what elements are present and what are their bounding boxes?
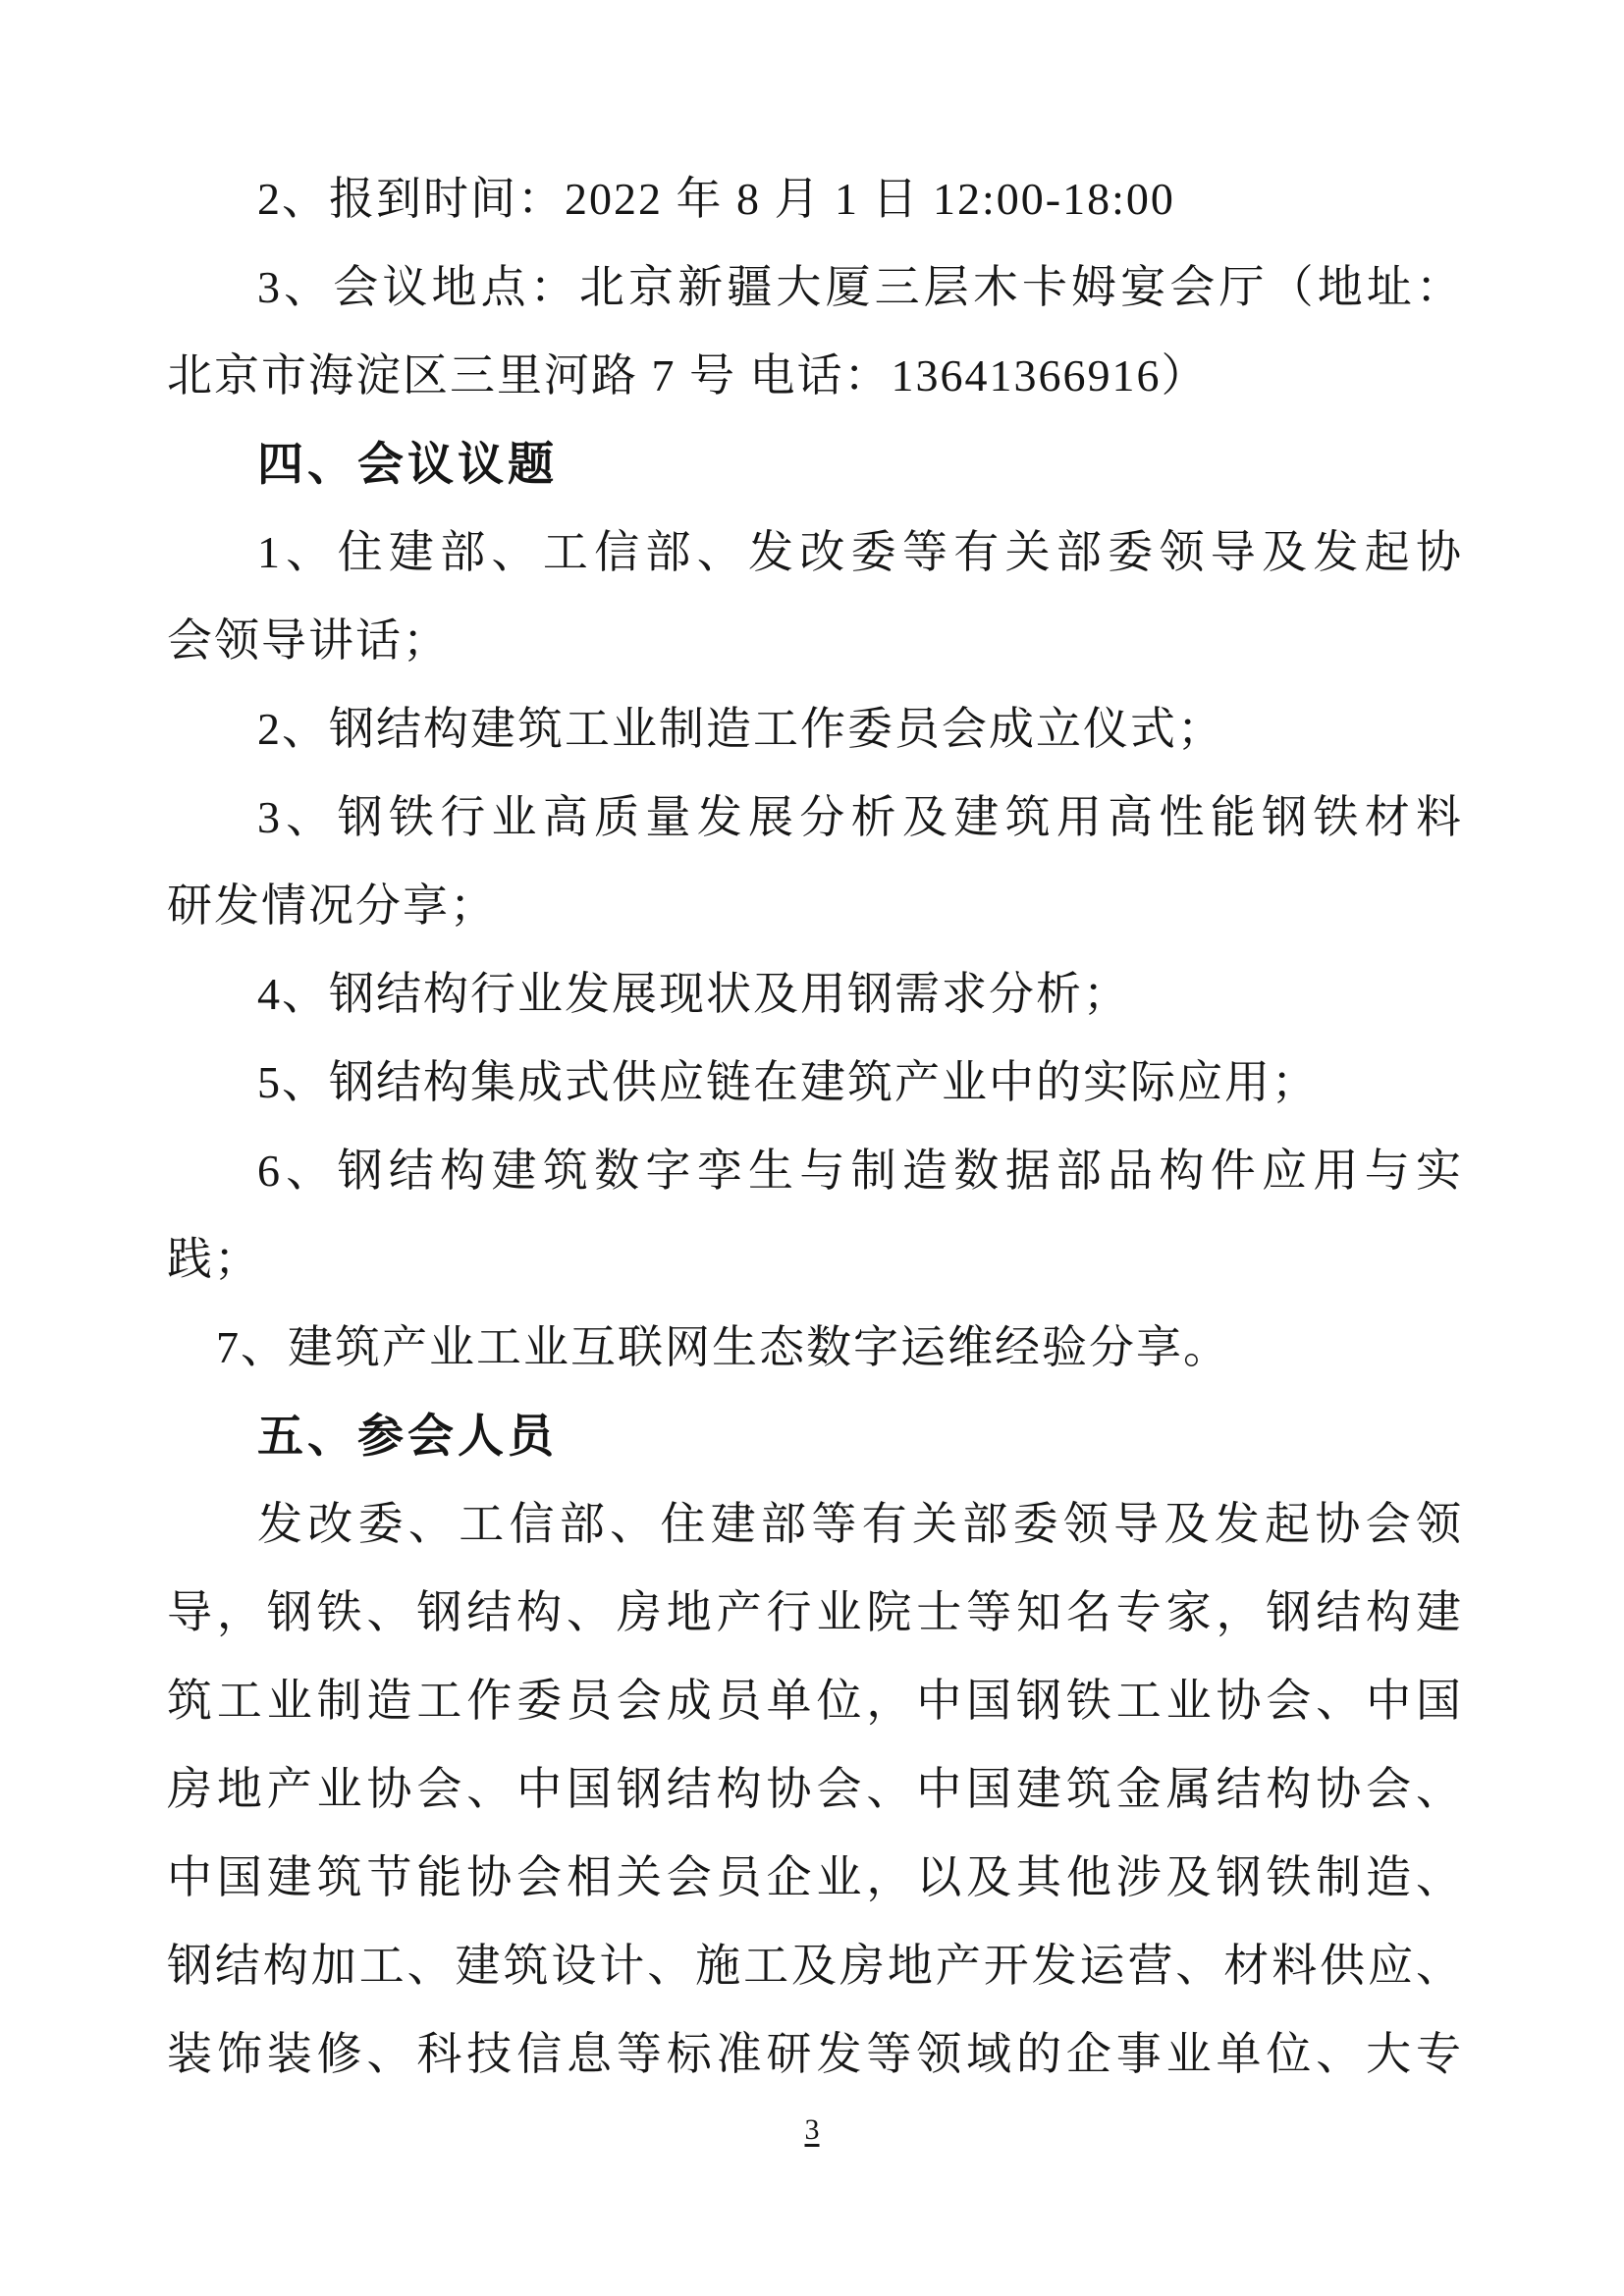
attendees-paragraph-line: 导，钢铁、钢结构、房地产行业院士等知名专家，钢结构建 bbox=[167, 1587, 1463, 1637]
attendees-paragraph-line: 发改委、工信部、住建部等有关部委领导及发起协会领 bbox=[257, 1499, 1463, 1549]
document-body bbox=[167, 155, 1463, 2099]
agenda-item-6-continued: 践； bbox=[167, 1234, 261, 1284]
attendees-paragraph-line: 中国建筑节能协会相关会员企业，以及其他涉及钢铁制造、 bbox=[167, 1852, 1463, 1902]
line-registration-time: 2、报到时间：2022 年 8 月 1 日 12:00-18:00 bbox=[257, 174, 1175, 224]
agenda-item-3-continued: 研发情况分享； bbox=[167, 881, 497, 931]
section-heading-attendees: 五、参会人员 bbox=[257, 1410, 558, 1462]
attendees-paragraph-line: 钢结构加工、建筑设计、施工及房地产开发运营、材料供应、 bbox=[167, 1941, 1463, 1991]
page-footer bbox=[0, 2109, 1624, 2152]
agenda-item-5: 5、钢结构集成式供应链在建筑产业中的实际应用； bbox=[257, 1057, 1319, 1107]
agenda-item-4: 4、钢结构行业发展现状及用钢需求分析； bbox=[257, 969, 1130, 1019]
agenda-item-7: 7、建筑产业工业互联网生态数字运维经验分享。 bbox=[216, 1322, 1230, 1372]
attendees-paragraph-line: 装饰装修、科技信息等标准研发等领域的企事业单位、大专 bbox=[167, 2029, 1463, 2079]
section-heading-agenda: 四、会议议题 bbox=[257, 438, 558, 490]
agenda-item-1-continued: 会领导讲话； bbox=[167, 615, 450, 666]
agenda-item-3: 3、钢铁行业高质量发展分析及建筑用高性能钢铁材料 bbox=[257, 792, 1463, 842]
page-number: 3 bbox=[804, 2113, 820, 2146]
attendees-paragraph-line: 房地产业协会、中国钢结构协会、中国建筑金属结构协会、 bbox=[167, 1764, 1463, 1814]
line-venue-continued: 北京市海淀区三里河路 7 号 电话：13641366916） bbox=[167, 350, 1209, 400]
agenda-item-2: 2、钢结构建筑工业制造工作委员会成立仪式； bbox=[257, 704, 1224, 754]
agenda-item-6: 6、钢结构建筑数字孪生与制造数据部品构件应用与实 bbox=[257, 1146, 1463, 1196]
attendees-paragraph-line: 筑工业制造工作委员会成员单位，中国钢铁工业协会、中国 bbox=[167, 1676, 1463, 1726]
line-venue: 3、会议地点：北京新疆大厦三层木卡姆宴会厅（地址： bbox=[257, 262, 1463, 312]
agenda-item-1: 1、住建部、工信部、发改委等有关部委领导及发起协 bbox=[257, 527, 1463, 577]
